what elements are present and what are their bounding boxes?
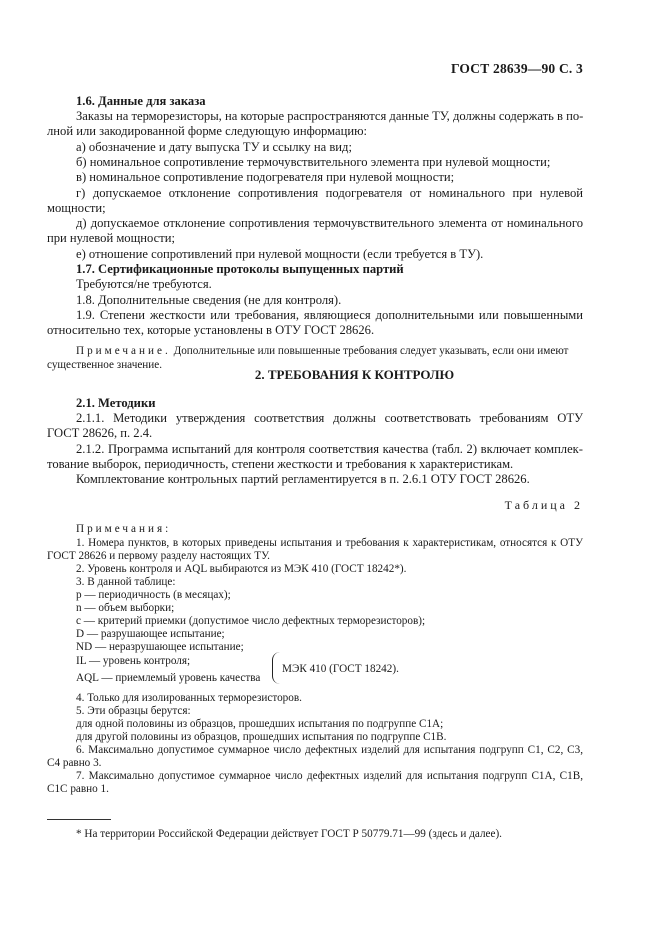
section-title: 2. ТРЕБОВАНИЯ К КОНТРОЛЮ bbox=[254, 367, 455, 382]
paragraph-line: тование выборок, периодичность, степени жесткости и требования к характеристикам. bbox=[47, 457, 514, 471]
paragraph-line: Комплектование контрольных партий регламентируется в п. 2.6.1 ОТУ ГОСТ 28626. bbox=[76, 472, 530, 486]
definition-n: n — объем выборки; bbox=[76, 602, 175, 614]
definition-p: р — периодичность (в месяцах); bbox=[76, 589, 231, 601]
heading-title: Сертификационные протоколы выпущенных партий bbox=[98, 262, 404, 276]
definition-d: D — разрушающее испытание; bbox=[76, 628, 225, 640]
note-line bbox=[76, 344, 612, 358]
note-subitem: для другой половины из образцов, прошедших испытания по подгруппе С1В. bbox=[76, 731, 447, 743]
list-item-a: а) обозначение и дату выпуска ТУ и ссылку на вид; bbox=[76, 140, 352, 154]
notes-heading: Примечания: bbox=[76, 523, 172, 535]
list-item-v: в) номинальное сопротивление подогревателя при нулевой мощности; bbox=[76, 170, 455, 184]
note-item: 4. Только для изолированных терморезисторов. bbox=[76, 692, 302, 704]
note-item-cont: ГОСТ 28626 и первому разделу настоящих ТУ. bbox=[47, 550, 270, 562]
table-label: Таблица 2 bbox=[504, 498, 583, 512]
heading-title: Методики bbox=[98, 396, 156, 410]
note-item: 1. Номера пунктов, в которых приведены испытания и требования к характеристикам, относятся к ОТУ bbox=[76, 537, 583, 549]
note-item: 5. Эти образцы берутся: bbox=[76, 705, 191, 717]
note-item: 6. Максимально допустимое суммарное число дефектных изделий для испытания подгрупп С1, С2, С3, bbox=[76, 744, 583, 756]
paragraph-line: Требуются/не требуются. bbox=[76, 277, 212, 291]
list-item-d-cont: при нулевой мощности; bbox=[47, 231, 175, 245]
heading-number: 2.1. bbox=[76, 396, 95, 410]
note-line: существенное значение. bbox=[47, 359, 163, 371]
note-label: Примечание. bbox=[76, 345, 171, 357]
paragraph-line: 2.1.2. Программа испытаний для контроля соответствия качества (табл. 2) включает комплек- bbox=[76, 442, 583, 456]
footnote: * На территории Российской Федерации действует ГОСТ Р 50779.71—99 (здесь и далее). bbox=[76, 828, 502, 840]
note-subitem: для одной половины из образцов, прошедших испытания по подгруппе С1А; bbox=[76, 718, 444, 730]
paragraph-line: 1.8. Дополнительные сведения (не для контроля). bbox=[76, 293, 342, 307]
heading-title: Данные для заказа bbox=[98, 94, 206, 108]
definition-c: с — критерий приемки (допустимое число дефектных терморезисторов); bbox=[76, 615, 426, 627]
note-item: 3. В данной таблице: bbox=[76, 576, 176, 588]
paragraph-line: лной или закодированной форме следующую информацию: bbox=[47, 124, 368, 138]
note-text: Дополнительные или повышенные требования следует указывать, если они имеют bbox=[170, 345, 569, 357]
paragraph-line: ГОСТ 28626, п. 2.4. bbox=[47, 426, 153, 440]
note-item-cont: С1С равно 1. bbox=[47, 783, 109, 795]
subsection-heading-2-1 bbox=[76, 396, 612, 412]
definition-il: IL — уровень контроля; bbox=[76, 655, 191, 667]
paragraph-line: Заказы на терморезисторы, на которые распространяются данные ТУ, должны содержать в по- bbox=[76, 109, 584, 123]
list-item-g-cont: мощности; bbox=[47, 201, 106, 215]
list-item-b: б) номинальное сопротивление термочувствительного элемента при нулевой мощности; bbox=[76, 155, 551, 169]
list-item-d: д) допускаемое отклонение сопротивления термочувствительного элемента от номинального bbox=[76, 216, 583, 230]
paragraph-line: 1.9. Степени жесткости или требования, являющиеся дополнительными или повышенными bbox=[76, 308, 583, 322]
note-item: 7. Максимально допустимое суммарное число дефектных изделий для испытания подгрупп С1А, С1В, bbox=[76, 770, 583, 782]
page-header: ГОСТ 28639—90 С. 3 bbox=[450, 61, 583, 76]
brace-symbol bbox=[272, 652, 281, 684]
brace-reference: МЭК 410 (ГОСТ 18242). bbox=[282, 663, 399, 675]
definition-aql: AQL — приемлемый уровень качества bbox=[76, 672, 261, 684]
definition-nd: ND — неразрушающее испытание; bbox=[76, 641, 244, 653]
subsection-heading-1-7 bbox=[76, 262, 612, 278]
paragraph-line: 2.1.1. Методики утверждения соответствия должны соответствовать требованиям ОТУ bbox=[76, 411, 583, 425]
note-item: 2. Уровень контроля и AQL выбираются из МЭК 410 (ГОСТ 18242*). bbox=[76, 563, 407, 575]
heading-number: 1.6. bbox=[76, 94, 95, 108]
subsection-heading-1-6 bbox=[76, 94, 476, 110]
list-item-g: г) допускаемое отклонение сопротивления подогревателя от номинального при нулевой bbox=[76, 186, 583, 200]
paragraph-line: относительно тех, которые установлены в ОТУ ГОСТ 28626. bbox=[47, 323, 375, 337]
heading-number: 1.7. bbox=[76, 262, 95, 276]
footnote-separator bbox=[47, 819, 111, 820]
note-item-cont: С4 равно 3. bbox=[47, 757, 102, 769]
list-item-e: е) отношение сопротивлений при нулевой мощности (если требуется в ТУ). bbox=[76, 247, 484, 261]
